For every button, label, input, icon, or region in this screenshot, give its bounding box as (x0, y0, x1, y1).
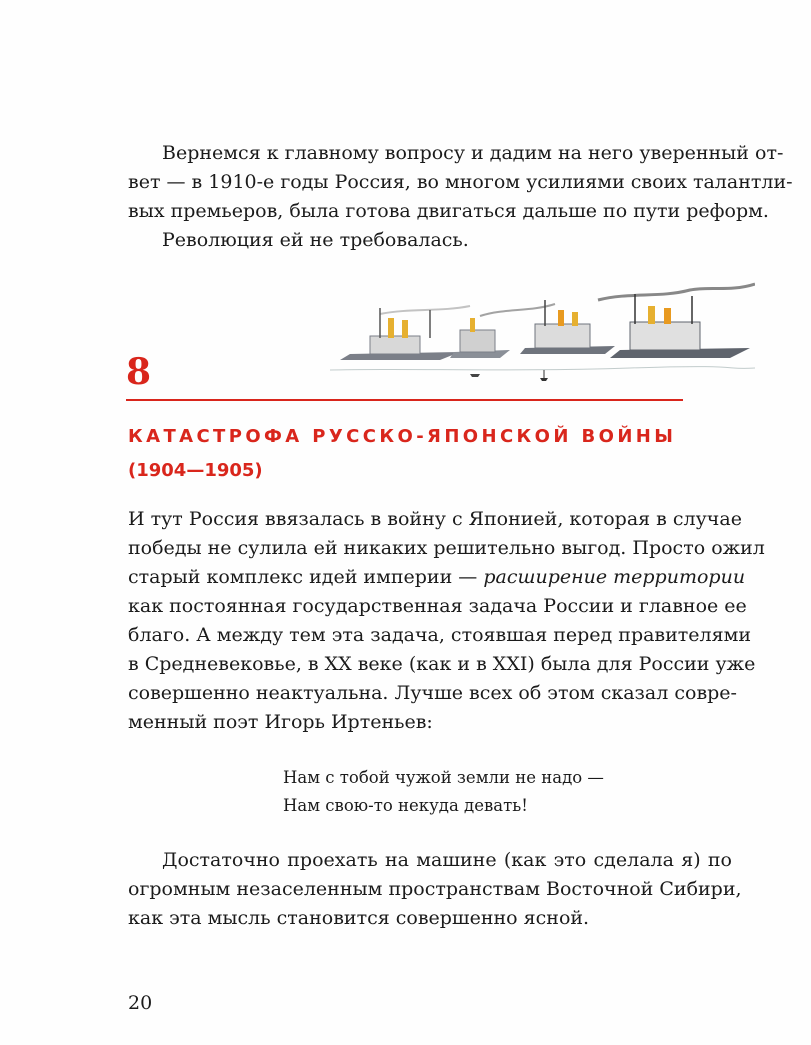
closing-paragraph (128, 846, 742, 933)
text-line: в Средневековье, в XX веке (как и в XXI) была для России уже (128, 653, 756, 675)
text-line: благо. А между тем эта задача, стоявшая перед правителями (128, 624, 752, 646)
poem-quote (283, 764, 604, 820)
text-span: старый комплекс идей империи — (128, 566, 484, 588)
text-line: Достаточно проехать на машине (как это сделала я) по (162, 849, 732, 871)
text-line: вых премьеров, была готова двигаться дальше по пути реформ. (128, 200, 769, 222)
body-paragraph (128, 505, 765, 737)
poem-line: Нам свою-то некуда девать! (283, 796, 528, 815)
text-line: И тут Россия ввязалась в войну с Японией, которая в случае (128, 508, 742, 530)
text-line: как эта мысль становится совершенно ясной. (128, 907, 590, 929)
page-number: 20 (128, 992, 153, 1014)
chapter-divider (126, 399, 683, 401)
poem-line: Нам с тобой чужой земли не надо — (283, 768, 604, 787)
text-line (128, 563, 746, 592)
text-line: менный поэт Игорь Иртеньев: (128, 711, 433, 733)
text-line: Революция ей не требовалась. (162, 229, 469, 251)
text-line: огромным незаселенным пространствам Восточной Сибири, (128, 878, 742, 900)
chapter-number: 8 (126, 351, 152, 393)
chapter-years: (1904—1905) (128, 460, 263, 481)
text-line: Вернемся к главному вопросу и дадим на него уверенный от- (162, 142, 784, 164)
text-line: победы не сулила ей никаких решительно выгод. Просто ожил (128, 537, 765, 559)
intro-paragraph (128, 139, 793, 255)
text-line: совершенно неактуальна. Лучше всех об этом сказал совре- (128, 682, 737, 704)
chapter-title: КАТАСТРОФА РУССКО-ЯПОНСКОЙ ВОЙНЫ (128, 426, 677, 447)
emphasis-text: расширение территории (483, 566, 746, 588)
text-line: вет — в 1910-е годы Россия, во многом усилиями своих талантли- (128, 171, 793, 193)
warships-illustration (330, 278, 755, 388)
text-line: как постоянная государственная задача России и главное ее (128, 595, 747, 617)
